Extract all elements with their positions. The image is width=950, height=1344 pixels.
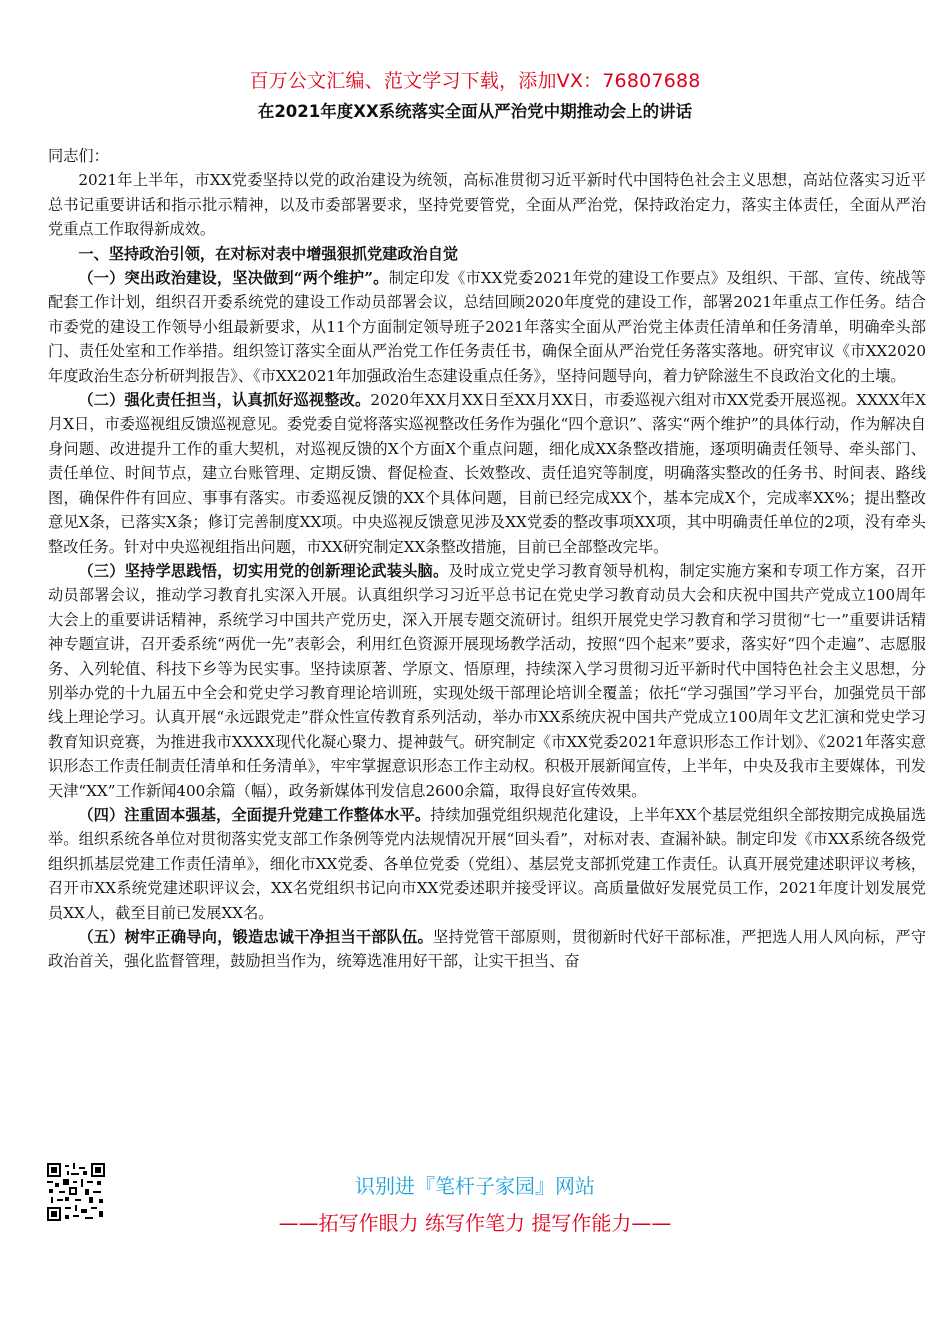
- footer-website-line: 识别进『笔杆子家园』网站: [355, 1174, 595, 1198]
- paragraph-heading: （三）坚持学思践悟，切实用党的创新理论武装头脑。: [78, 561, 449, 580]
- paragraph-heading: （四）注重固本强基，全面提升党建工作整体水平。: [78, 805, 431, 824]
- paragraph-2: [48, 388, 926, 559]
- paragraph-text: 及时成立党史学习教育领导机构，制定实施方案和专项工作方案，召开动员部署会议，推动学习教育扎实深入开展。认真组织学习习近平总书记在党史学习教育动员大会和庆祝中国共产党成立100周年大会上的重要讲话精神，系统学习中国共产党历史，深入开展专题交流研讨。组织开展党史学习教育和学习贯彻“七一”重要讲话精神专题宣讲，召开委系统“两优一先”表彰会，利用红色资源开展现场教学活动，按照“四个起来”要求，落实好“四个走遍”、志愿服务、入列轮值、科技下乡等为民实事。坚持读原著、学原文、悟原理，持续深入学习贯彻习近平新时代中国特色社会主义思想，分别举办党的十九届五中全会和党史学习教育理论培训班，实现处级干部理论培训全覆盖；依托“学习强国”学习平台，加强党员干部线上理论学习。认真开展“永远跟党走”群众性宣传教育系列活动，举办市XX系统庆祝中国共产党成立100周年文艺汇演和党史学习教育知识竞赛，为推进我市XXXX现代化凝心聚力、提神鼓气。研究制定《市XX党委2021年意识形态工作计划》、《2021年落实意识形态工作责任制责任清单和任务清单》，牢牢掌握意识形态工作主动权。积极开展新闻宣传，上半年，中央及我市主要媒体，刊发天津“XX”工作新闻400余篇（幅），政务新媒体刊发信息2600余篇，取得良好宣传效果。: [48, 561, 927, 800]
- paragraph-text: 持续加强党组织规范化建设，上半年XX个基层党组织全部按期完成换届选举。组织系统各单位对贯彻落实党支部工作条例等党内法规情况开展“回头看”，对标对表、查漏补缺。制定印发《市XX系统各级党组织抓基层党建工作责任清单》，细化市XX党委、各单位党委（党组）、基层党支部抓党建工作责任。认真开展党建述职评议考核，召开市XX系统党建述职评议会，XX名党组织书记向市XX党委述职并接受评议。高质量做好发展党员工作，2021年度计划发展党员XX人，截至目前已发展XX名。: [48, 805, 927, 922]
- speech-title: 在2021年度XX系统落实全面从严治党中期推动会上的讲话: [257, 102, 693, 121]
- paragraph-heading: （五）树牢正确导向，锻造忠诚干净担当干部队伍。: [78, 928, 433, 946]
- section-heading-1: 一、坚持政治引领，在对标对表中增强狠抓党建政治自觉: [78, 244, 459, 263]
- paragraph-5: [48, 925, 926, 974]
- paragraph-heading: （一）突出政治建设，坚决做到“两个维护”。: [78, 269, 389, 288]
- document-body: [48, 144, 926, 974]
- greeting: 同志们：: [48, 147, 109, 165]
- paragraph-1: [48, 266, 926, 388]
- paragraph-text: 制定印发《市XX党委2021年党的建设工作要点》及组织、干部、宣传、统战等配套工作计划，组织召开委系统党的建设工作动员部署会议，总结回顾2020年度党的建设工作，部署2021年重点工作任务。结合市委党的建设工作领导小组最新要求，从11个方面制定领导班子2021年落实全面从严治党主体责任清单和任务清单，明确牵头部门、责任处室和工作举措。组织签订落实全面从严治党工作任务责任书，确保全面从严治党任务落实落地。研究审议《市XX2020年度政治生态分析研判报告》、《市XX2021年加强政治生态建设重点任务》，坚持问题导向，着力铲除滋生不良政治文化的土壤。: [48, 269, 926, 385]
- promo-banner: 百万公文汇编、范文学习下载，添加VX：76807688: [249, 70, 701, 92]
- paragraph-4: [48, 803, 926, 925]
- paragraph-text: 2020年XX月XX日至XX月XX日，市委巡视六组对市XX党委开展巡视。XXXX年X月X日，市委巡视组反馈巡视意见。委党委自觉将落实巡视整改任务作为强化“四个意识”、落实“两个维护”的具体行动，作为解决自身问题、改进提升工作的重大契机，对巡视反馈的X个方面X个重点问题，细化成XX条整改措施，逐项明确责任领导、牵头部门、责任单位、时间节点，建立台账管理、定期反馈、督促检查、长效整改、责任追究等制度，明确落实整改的任务书、时间表、路线图，确保件件有回应、事事有落实。市委巡视反馈的XX个具体问题，目前已经完成XX个，基本完成X个，完成率XX%；提出整改意见X条，已落实X条；修订完善制度XX项。中央巡视反馈意见涉及XX党委的整改事项XX项，其中明确责任单位的2项，没有牵头整改任务。针对中央巡视组指出问题，市XX研究制定XX条整改措施，目前已全部整改完毕。: [48, 391, 926, 556]
- intro-paragraph: 2021年上半年，市XX党委坚持以党的政治建设为统领，高标准贯彻习近平新时代中国特色社会主义思想，高站位落实习近平总书记重要讲话和指示批示精神，以及市委部署要求，坚持党要管党，全面从严治党，保持政治定力，落实主体责任，全面从严治党重点工作取得新成效。: [48, 171, 926, 239]
- paragraph-heading: （二）强化责任担当，认真抓好巡视整改。: [78, 391, 371, 410]
- footer-slogan-line: ——拓写作眼力 练写作笔力 提写作能力——: [278, 1211, 672, 1235]
- paragraph-3: [48, 559, 926, 803]
- paragraph-text: 坚持党管干部原则，贯彻新时代好干部标准，严把选人用人风向标，严守政治首关，强化监督管理，鼓励担当作为，统筹选准用好干部，让实干担当、奋: [48, 928, 927, 971]
